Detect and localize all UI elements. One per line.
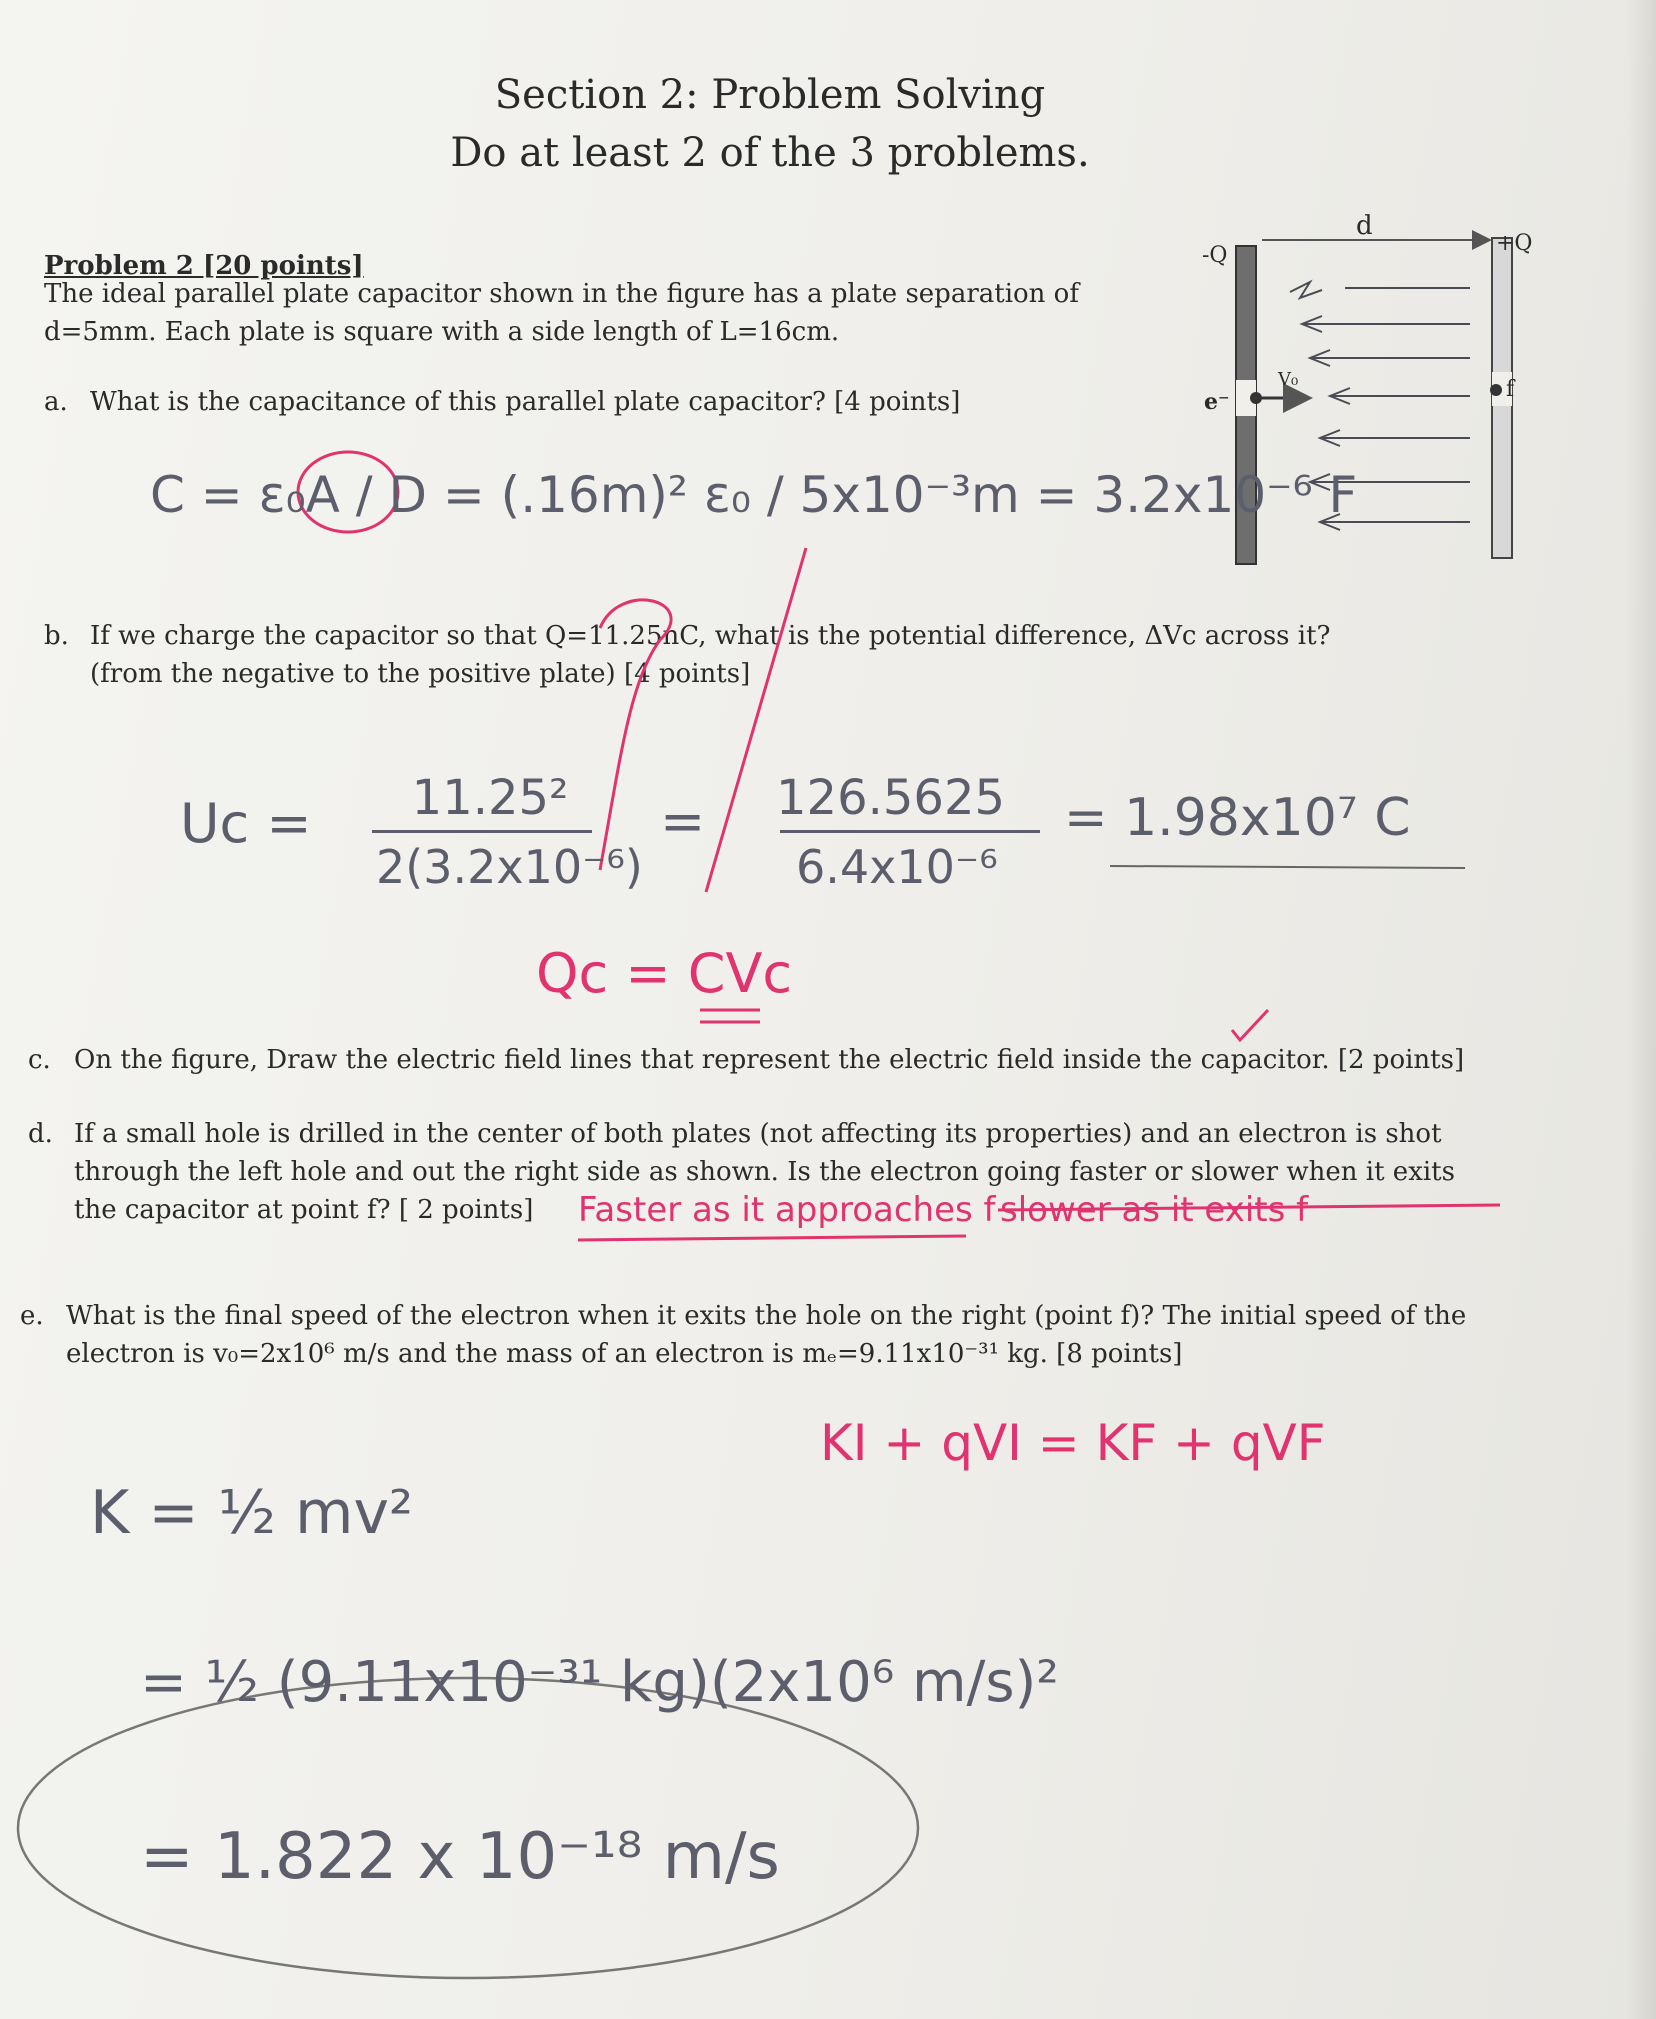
slant-correction-line [706,548,806,892]
handwritten-fraction1-denominator: 2(3.2x10⁻⁶) [376,840,643,894]
handwritten-fraction1-numerator: 11.25² [411,770,569,826]
handwritten-energy-result: = 1.98x10⁷ C [1064,788,1411,848]
problem-heading: Problem 2 [20 points] [44,251,364,281]
part-d-text-line1: If a small hole is drilled in the center of both plates (not affecting its properties) and an electron is shot [74,1119,1442,1149]
handwritten-fraction2-numerator: 126.5625 [776,770,1006,826]
handwritten-charge-formula: Qc = CVc [536,942,793,1005]
handwritten-d-struck-text: slower as it exits f [1000,1190,1309,1230]
fraction2-bar [780,830,1040,833]
handwritten-energy-conservation: KI + qVI = KF + qVF [820,1414,1326,1472]
handwritten-substitution: = ½ (9.11x10⁻³¹ kg)(2x10⁶ m/s)² [140,1650,1059,1715]
section-subtitle: Do at least 2 of the 3 problems. [450,130,1090,176]
handwritten-kinetic-energy: K = ½ mv² [90,1478,413,1548]
electron-label: e⁻ [1204,389,1230,415]
point-f-dot [1490,384,1502,396]
point-f-label: f [1506,377,1515,402]
part-e-text-line1: What is the final speed of the electron when it exits the hole on the right (point f)? The initial speed of the [66,1301,1467,1331]
handwritten-energy-lhs: Uc = [180,792,312,855]
part-d-text-line2: through the left hole and out the right side as shown. Is the electron going faster or slower when it exits [74,1157,1455,1187]
field-line-squiggle [1290,282,1322,298]
section-title: Section 2: Problem Solving [494,72,1046,118]
checkmark [1232,1010,1268,1040]
part-e-label: e. [20,1301,44,1331]
positive-charge-label: +Q [1496,231,1533,256]
result-underline [1110,866,1465,868]
part-c-text: On the figure, Draw the electric field lines that represent the electric field inside the capacitor. [2 points] [74,1045,1465,1075]
answer-underline [578,1236,966,1240]
part-b-label: b. [44,621,69,651]
handwritten-fraction2-denominator: 6.4x10⁻⁶ [796,840,998,894]
part-e-text-line2: electron is v₀=2x10⁶ m/s and the mass of an electron is mₑ=9.11x10⁻³¹ kg. [8 points] [66,1339,1183,1369]
part-c-label: c. [28,1045,51,1075]
part-a-text: What is the capacitance of this parallel plate capacitor? [4 points] [90,387,961,417]
handwritten-d-answer: Faster as it approaches f [578,1190,996,1230]
v0-label: V₀ [1278,369,1299,390]
part-d-label: d. [28,1119,53,1149]
negative-charge-label: -Q [1202,243,1228,268]
problem-intro-line1: The ideal parallel plate capacitor shown in the figure has a plate separation of [44,279,1079,309]
part-a-label: a. [44,387,68,417]
handwritten-final-answer: = 1.822 x 10⁻¹⁸ m/s [140,1820,780,1894]
separation-label: d [1356,211,1373,241]
part-b-text-line2: (from the negative to the positive plate) [4 points] [90,659,751,689]
handwritten-equals: = [660,790,706,853]
part-b-text-line1: If we charge the capacitor so that Q=11.25nC, what is the potential difference, ΔVc across it? [90,621,1331,651]
problem-intro-line2: d=5mm. Each plate is square with a side length of L=16cm. [44,317,840,347]
handwritten-capacitance: C = ε₀A / D = (.16m)² ε₀ / 5x10⁻³m = 3.2x10⁻⁶ F [150,466,1358,524]
fraction1-bar [372,830,592,833]
part-d-text-line3: the capacitor at point f? [ 2 points] [74,1195,534,1225]
